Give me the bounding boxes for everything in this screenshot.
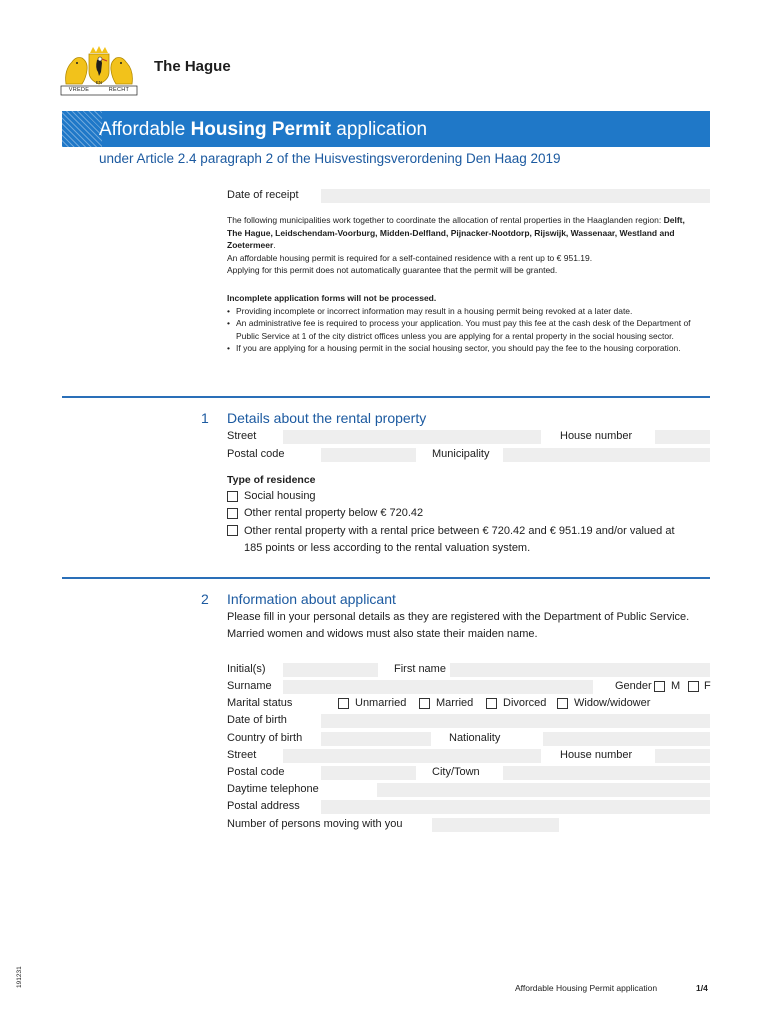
intro-para3: Applying for this permit does not automatically guarantee that the permit will be granted.: [227, 265, 558, 275]
s1-street-input[interactable]: [283, 430, 541, 444]
bullet-item: [227, 317, 702, 342]
bullet-dot: •: [227, 318, 230, 328]
bullet-dot: •: [227, 305, 230, 316]
crest-banner-word-3: RECHT: [108, 87, 130, 93]
unmarried-checkbox[interactable]: [338, 698, 349, 709]
bullet-text-1: Providing incomplete or incorrect information may result in a housing permit being revoked at a later date.: [236, 305, 633, 316]
widow-checkbox[interactable]: [557, 698, 568, 709]
page-title-part1: Affordable: [99, 119, 191, 140]
gender-m-label: M: [671, 680, 681, 692]
date-of-birth-label: Date of birth: [227, 714, 287, 726]
divorced-checkbox[interactable]: [486, 698, 497, 709]
married-label: Married: [436, 697, 474, 709]
s2-street-label: Street: [227, 749, 257, 761]
unmarried-label: Unmarried: [355, 697, 407, 709]
postal-address-input[interactable]: [321, 800, 710, 814]
widow-label: Widow/widower: [574, 697, 651, 709]
below-720-label: Other rental property below € 720.42: [244, 507, 424, 519]
first-name-input[interactable]: [450, 663, 710, 677]
s1-house-number-input[interactable]: [655, 430, 710, 444]
nationality-input[interactable]: [543, 732, 710, 746]
between-720-951-checkbox[interactable]: [227, 525, 238, 536]
intro-municipalities: Delft, The Hague, Leidschendam-Voorburg, Midden-Delfland, Pijnacker-Nootdorp, Rijswijk, Wassenaar, Westland and Zoetermeer: [227, 215, 685, 250]
s2-intro-line2: Married women and widows must also state their maiden name.: [227, 628, 538, 640]
persons-moving-label: Number of persons moving with you: [227, 818, 403, 830]
city-label: City/Town: [432, 766, 480, 778]
bullet-item: [227, 305, 702, 318]
intro-para1: [227, 214, 702, 252]
form-code: 191231: [16, 966, 23, 988]
social-housing-checkbox[interactable]: [227, 491, 238, 502]
s2-house-number-input[interactable]: [655, 749, 710, 763]
section1-divider: [62, 396, 710, 398]
country-of-birth-input[interactable]: [321, 732, 431, 746]
country-of-birth-label: Country of birth: [227, 732, 303, 744]
intro-para1-text: The following municipalities work together to coordinate the allocation of rental properties in the Haaglanden region:: [227, 215, 664, 225]
between-720-951-label: Other rental property with a rental price between € 720.42 and € 951.19 and/or valued at: [244, 525, 675, 537]
marital-status-label: Marital status: [227, 697, 293, 709]
bullet-dot: •: [227, 343, 230, 353]
s2-postal-code-input[interactable]: [321, 766, 416, 780]
nationality-label: Nationality: [449, 732, 501, 744]
between-720-951-label-line2: 185 points or less according to the rental valuation system.: [244, 542, 531, 554]
section1-title: Details about the rental property: [227, 410, 427, 426]
below-720-checkbox[interactable]: [227, 508, 238, 519]
gender-label: Gender: [615, 680, 652, 692]
s2-street-input[interactable]: [283, 749, 541, 763]
initials-input[interactable]: [283, 663, 378, 677]
first-name-label: First name: [394, 663, 446, 675]
page-title-part3: application: [330, 119, 428, 140]
postal-address-label: Postal address: [227, 800, 300, 812]
bullet-text-2: An administrative fee is required to process your application. You must pay this fee at the cash desk of the Department of Public Service at 1 of the city district offices unless you are applying for a rental property in the social housing sector.: [236, 318, 691, 341]
s1-municipality-label: Municipality: [432, 448, 490, 460]
s1-house-number-label: House number: [560, 430, 633, 442]
page-title: [99, 118, 427, 142]
city-crest-logo: [60, 44, 138, 96]
section2-title: Information about applicant: [227, 591, 396, 607]
bullet-text-3: If you are applying for a housing permit in the social housing sector, you should pay the fee to the housing corporation.: [236, 343, 681, 353]
footer-page-number: 1/4: [696, 983, 708, 993]
intro-para1-end: .: [273, 240, 276, 250]
persons-moving-input[interactable]: [432, 818, 559, 832]
initials-label: Initial(s): [227, 663, 266, 675]
s2-house-number-label: House number: [560, 749, 633, 761]
married-checkbox[interactable]: [419, 698, 430, 709]
s1-street-label: Street: [227, 430, 257, 442]
incomplete-heading: Incomplete application forms will not be processed.: [227, 293, 437, 303]
s2-postal-code-label: Postal code: [227, 766, 285, 778]
daytime-telephone-input[interactable]: [377, 783, 710, 797]
crest-banner-word-2: EN: [95, 80, 103, 85]
crest-banner-word-1: VREDE: [68, 87, 90, 93]
bullet-item: [227, 342, 702, 355]
section1-number: 1: [201, 410, 209, 426]
intro-para2: An affordable housing permit is required for a self-contained residence with a rent up to € 951.19.: [227, 252, 593, 263]
type-of-residence-heading: Type of residence: [227, 474, 316, 486]
page-subtitle: under Article 2.4 paragraph 2 of the Huisvestingsverordening Den Haag 2019: [99, 151, 561, 166]
gender-f-label: F: [704, 680, 711, 692]
social-housing-label: Social housing: [244, 490, 316, 502]
date-of-receipt-field[interactable]: [321, 189, 710, 203]
divorced-label: Divorced: [503, 697, 547, 709]
gender-f-checkbox[interactable]: [688, 681, 699, 692]
surname-input[interactable]: [283, 680, 593, 694]
gender-m-checkbox[interactable]: [654, 681, 665, 692]
date-of-birth-input[interactable]: [321, 714, 710, 728]
footer-doc-title: Affordable Housing Permit application: [515, 983, 658, 993]
s1-postal-code-input[interactable]: [321, 448, 416, 462]
city-input[interactable]: [503, 766, 710, 780]
s2-intro-line1: Please fill in your personal details as they are registered with the Department of Public Service.: [227, 611, 690, 623]
intro-paragraph: [227, 214, 702, 277]
daytime-telephone-label: Daytime telephone: [227, 783, 319, 795]
s1-postal-code-label: Postal code: [227, 448, 285, 460]
date-of-receipt-label: Date of receipt: [227, 189, 299, 201]
org-name: The Hague: [154, 58, 231, 75]
page-title-bold: Housing Permit: [190, 119, 331, 140]
section2-divider: [62, 577, 710, 579]
s1-municipality-input[interactable]: [503, 448, 710, 462]
section2-number: 2: [201, 591, 209, 607]
surname-label: Surname: [227, 680, 272, 692]
incomplete-notice: [227, 292, 702, 355]
